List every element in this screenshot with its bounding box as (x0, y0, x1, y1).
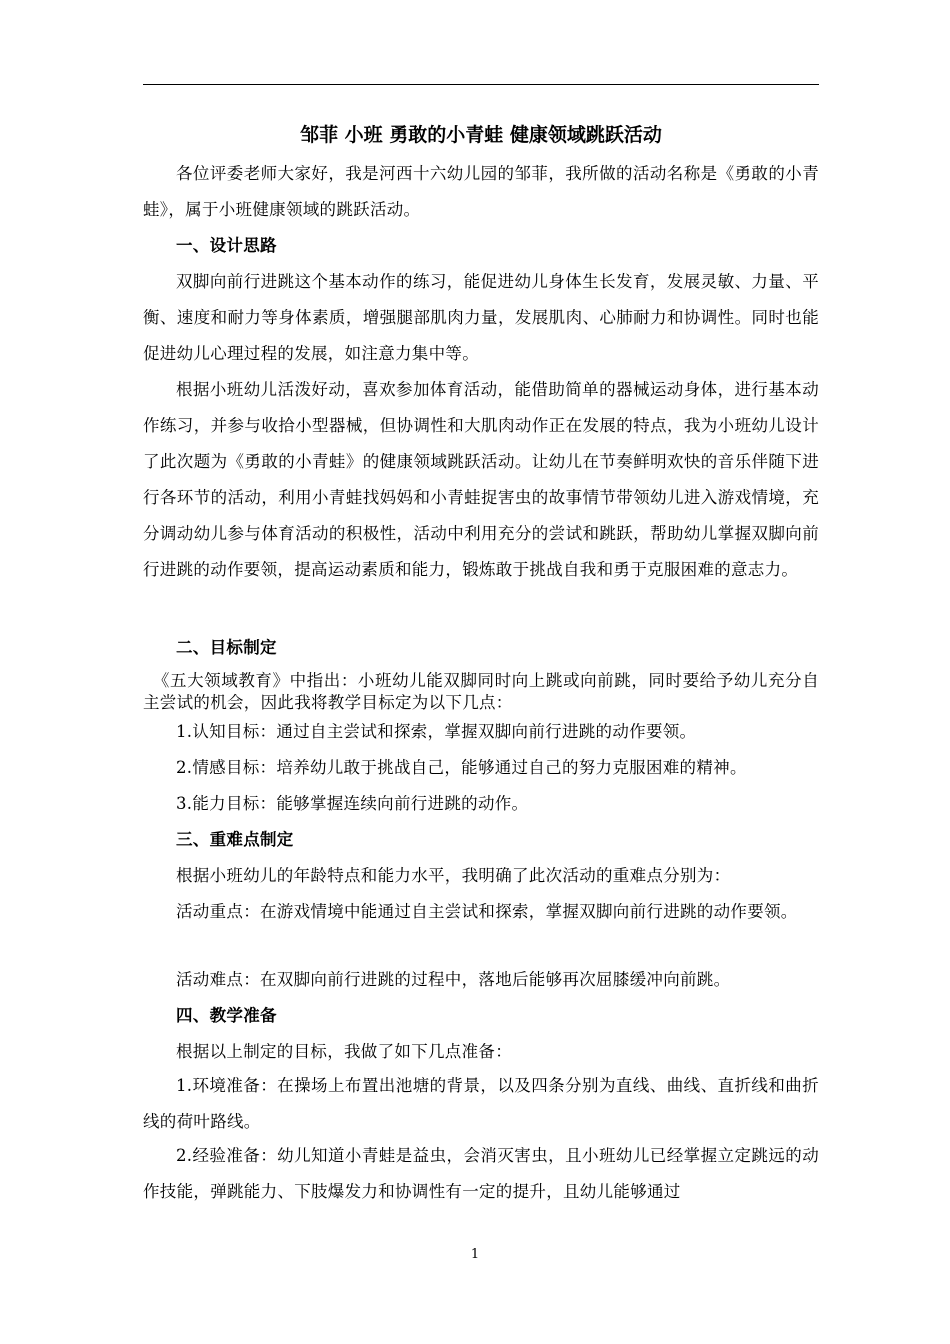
difficult-point: 活动难点：在双脚向前行进跳的过程中，落地后能够再次屈膝缓冲向前跳。 (176, 970, 731, 989)
goals-paragraph: 《五大领域教育》中指出：小班幼儿能双脚同时向上跳或向前跳，同时要给予幼儿充分自主尝试的机会，因此我将教学目标定为以下几点： (143, 671, 819, 712)
page-number: 1 (470, 1247, 480, 1262)
goal-cognitive: 1.认知目标：通过自主尝试和探索，掌握双脚向前行进跳的动作要领。 (176, 722, 697, 741)
design-paragraph-1: 双脚向前行进跳这个基本动作的练习，能促进幼儿身体生长发育，发展灵敏、力量、平衡、速度和耐力等身体素质，增强腿部肌肉力量，发展肌肉、心肺耐力和协调性。同时也能促进幼儿心理过程的发展，如注意力集中等。 (143, 272, 819, 363)
document-title: 邹菲 小班 勇敢的小青蛙 健康领域跳跃活动 (300, 124, 662, 146)
section-heading-preparation: 四、教学准备 (176, 1006, 277, 1025)
section-heading-design: 一、设计思路 (176, 236, 277, 255)
goal-emotional: 2.情感目标：培养幼儿敢于挑战自己，能够通过自己的努力克服困难的精神。 (176, 758, 747, 777)
section-heading-goals: 二、目标制定 (176, 638, 277, 657)
design-paragraph-2: 根据小班幼儿活泼好动，喜欢参加体育活动，能借助简单的器械运动身体，进行基本动作练习，并参与收拾小型器械，但协调性和大肌肉动作正在发展的特点，我为小班幼儿设计了此次题为《勇敢的小青蛙》的健康领域跳跃活动。让幼儿在节奏鲜明欢快的音乐伴随下进行各环节的活动，利用小青蛙找妈妈和小青蛙捉害虫的故事情节带领幼儿进入游戏情境，充分调动幼儿参与体育活动的积极性，活动中利用充分的尝试和跳跃，帮助幼儿掌握双脚向前行进跳的动作要领，提高运动素质和能力，锻炼敢于挑战自我和勇于克服困难的意志力。 (143, 380, 819, 579)
intro-paragraph: 各位评委老师大家好，我是河西十六幼儿园的邹菲，我所做的活动名称是《勇敢的小青蛙》，属于小班健康领域的跳跃活动。 (143, 164, 819, 219)
preparation-environment: 1.环境准备：在操场上布置出池塘的背景，以及四条分别为直线、曲线、直折线和曲折线的荷叶路线。 (143, 1076, 819, 1131)
section-heading-key-points: 三、重难点制定 (176, 830, 294, 849)
key-points-intro: 根据小班幼儿的年龄特点和能力水平，我明确了此次活动的重难点分别为： (176, 866, 731, 885)
header-rule (143, 84, 819, 85)
key-point: 活动重点：在游戏情境中能通过自主尝试和探索，掌握双脚向前行进跳的动作要领。 (176, 902, 798, 921)
goal-ability: 3.能力目标：能够掌握连续向前行进跳的动作。 (176, 794, 529, 813)
preparation-intro: 根据以上制定的目标，我做了如下几点准备： (176, 1042, 512, 1061)
preparation-experience: 2.经验准备：幼儿知道小青蛙是益虫，会消灭害虫，且小班幼儿已经掌握立定跳远的动作技能，弹跳能力、下肢爆发力和协调性有一定的提升，且幼儿能够通过 (143, 1146, 819, 1201)
